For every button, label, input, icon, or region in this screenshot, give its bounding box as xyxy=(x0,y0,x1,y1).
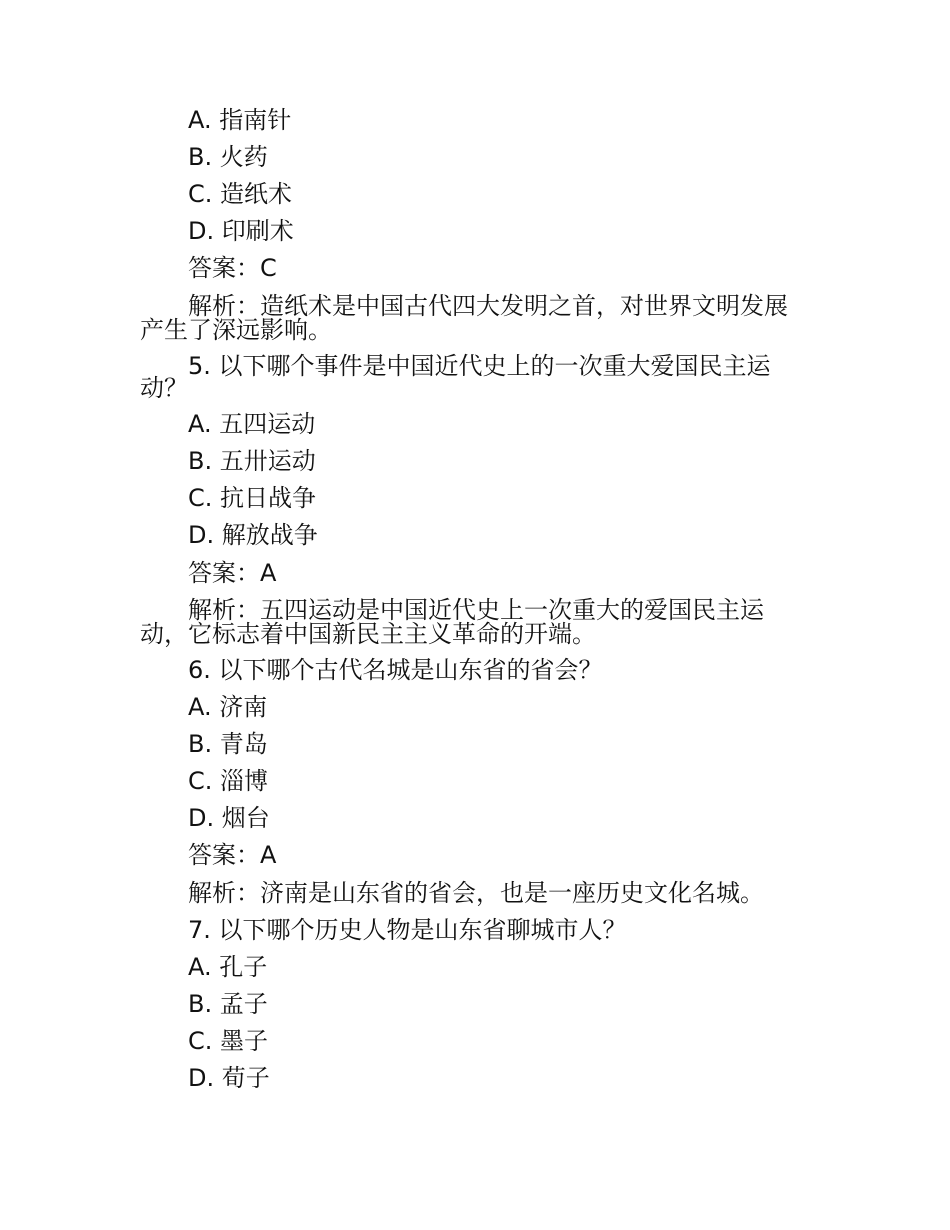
q5-option-d: D. 解放战争 xyxy=(188,521,318,549)
q4-option-b: B. 火药 xyxy=(188,143,268,171)
q5-explanation-line1: 解析：五四运动是中国近代史上一次重大的爱国民主运 xyxy=(188,596,764,624)
q6-option-a: A. 济南 xyxy=(188,693,268,721)
q4-explanation-line1: 解析：造纸术是中国古代四大发明之首，对世界文明发展 xyxy=(188,292,788,320)
q6-answer: 答案：A xyxy=(188,841,277,869)
q6-question: 6. 以下哪个古代名城是山东省的省会？ xyxy=(188,656,603,684)
q5-explanation-line2: 动，它标志着中国新民主主义革命的开端。 xyxy=(140,620,596,648)
q4-option-c: C. 造纸术 xyxy=(188,180,293,208)
q5-option-a: A. 五四运动 xyxy=(188,410,316,438)
q6-option-c: C. 淄博 xyxy=(188,767,269,795)
q7-option-c: C. 墨子 xyxy=(188,1027,269,1055)
q5-answer: 答案：A xyxy=(188,559,277,587)
q7-option-d: D. 荀子 xyxy=(188,1064,270,1092)
q4-answer: 答案：C xyxy=(188,254,277,282)
q6-option-d: D. 烟台 xyxy=(188,804,270,832)
q7-option-a: A. 孔子 xyxy=(188,953,268,981)
q4-explanation-line2: 产生了深远影响。 xyxy=(140,316,332,344)
q7-question: 7. 以下哪个历史人物是山东省聊城市人？ xyxy=(188,916,627,944)
q5-question-line2: 动？ xyxy=(140,374,188,402)
q6-explanation: 解析：济南是山东省的省会，也是一座历史文化名城。 xyxy=(188,879,764,907)
q7-option-b: B. 孟子 xyxy=(188,990,268,1018)
q6-option-b: B. 青岛 xyxy=(188,730,268,758)
q4-option-a: A. 指南针 xyxy=(188,106,292,134)
q4-option-d: D. 印刷术 xyxy=(188,217,294,245)
q5-question-line1: 5. 以下哪个事件是中国近代史上的一次重大爱国民主运 xyxy=(188,352,771,380)
q5-option-b: B. 五卅运动 xyxy=(188,447,316,475)
q5-option-c: C. 抗日战争 xyxy=(188,484,317,512)
